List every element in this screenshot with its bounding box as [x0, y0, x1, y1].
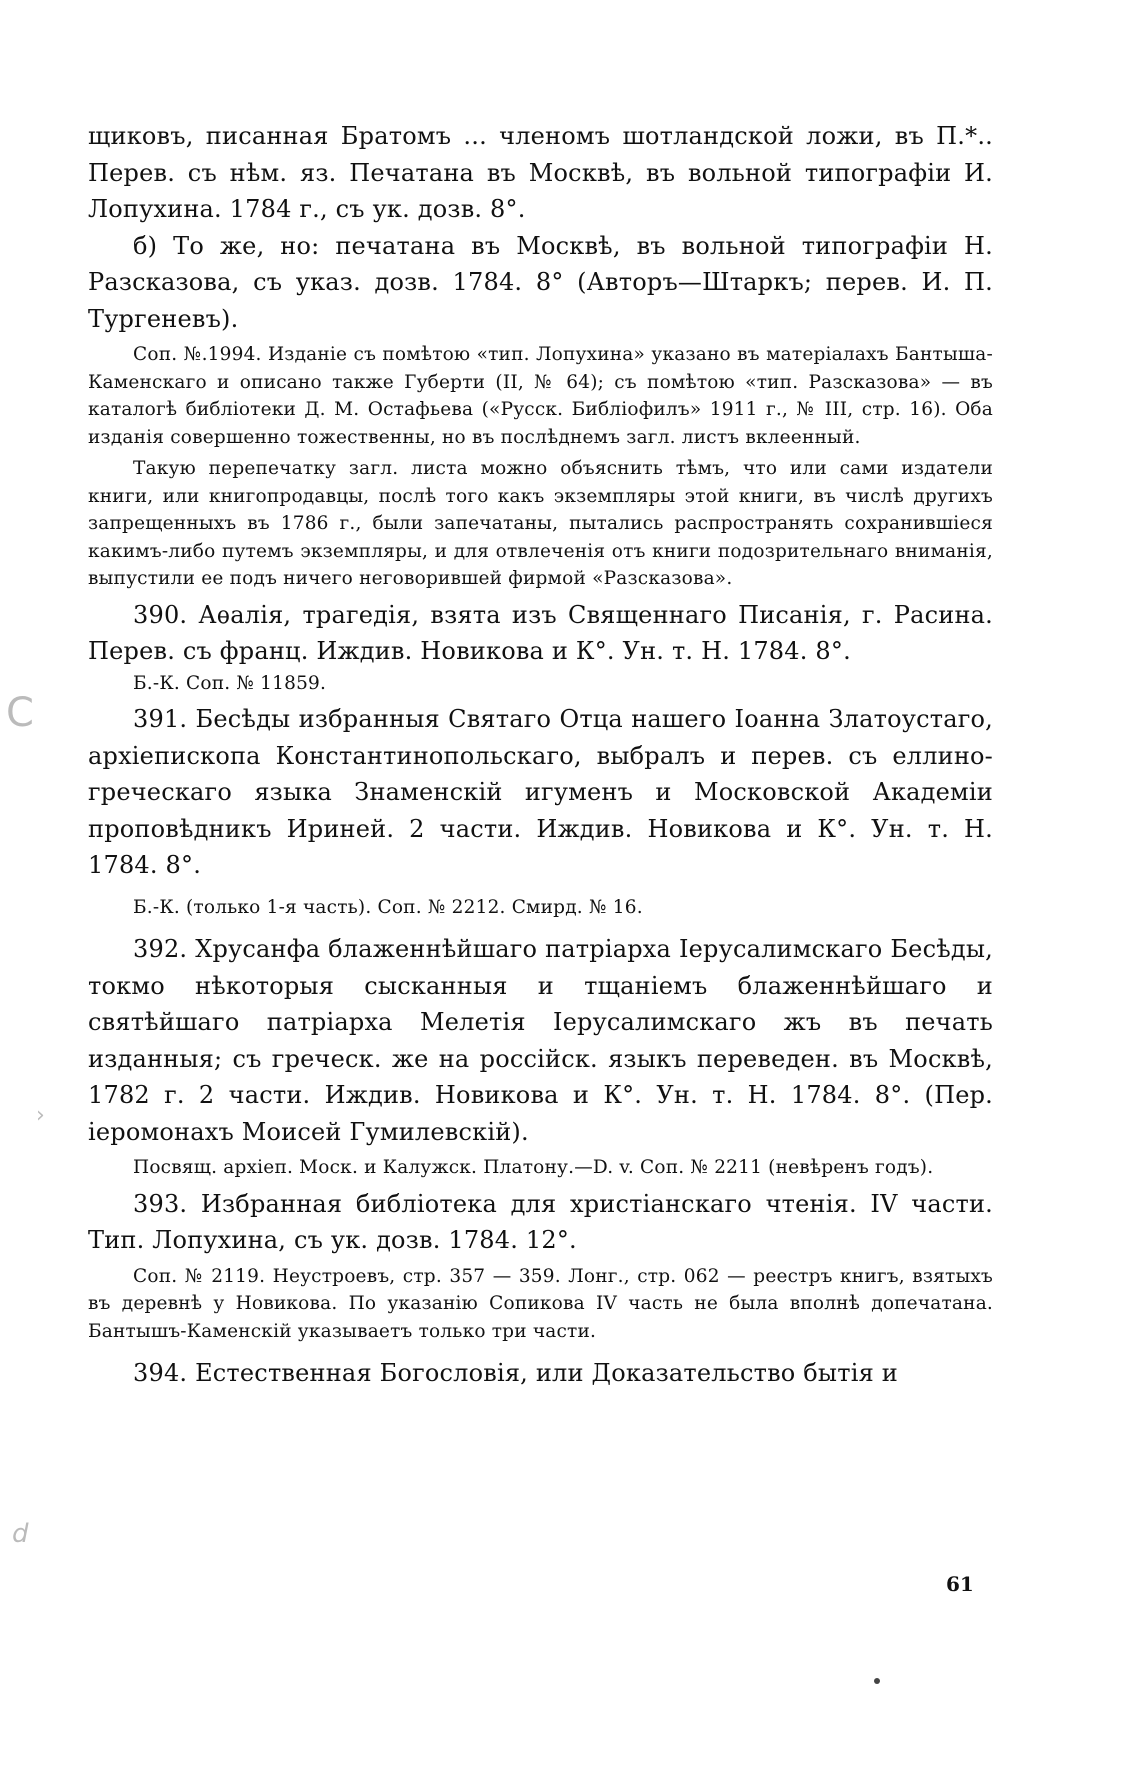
note-392: Посвящ. архіеп. Моск. и Калужск. Платону.—D. v. Соп. № 2211 (невѣренъ годъ). — [133, 1157, 934, 1178]
page-number: 61 — [946, 1572, 974, 1596]
note-390: Б.-К. Соп. № 11859. — [133, 672, 327, 694]
margin-mark-d: d — [12, 1519, 29, 1549]
entry-391: 391. Бесѣды избранныя Святаго Отца нашего Іоанна Златоустаго, архіепископа Константинопольскаго, выбралъ и перев. съ еллино-греческаго языка Знаменскій игуменъ и Московской Академіи проповѣдникъ Ириней. 2 части. Иждив. Новикова и К°. Ун. т. Н. 1784. 8°. — [88, 705, 993, 879]
ink-dot — [874, 1678, 880, 1684]
note-391: Б.-К. (только 1-я часть). Соп. № 2212. Смирд. № 16. — [133, 896, 643, 918]
entry-393: 393. Избранная библіотека для христіанскаго чтенія. IV части. Тип. Лопухина, съ ук. дозв. 1784. 12°. — [88, 1189, 993, 1254]
text-block-1: щиковъ, писанная Братомъ ... членомъ шотландской ложи, въ П.*.. Перев. съ нѣм. яз. Печатана въ Москвѣ, въ вольной типографіи И. Лопухина. 1784 г., съ ук. дозв. 8°. — [88, 122, 993, 223]
margin-mark-c: C — [6, 690, 34, 736]
note-block-4: Такую перепечатку загл. листа можно объяснить тѣмъ, что или сами издатели книги, или книгопродавцы, послѣ того какъ экземпляры этой книги, въ числѣ другихъ запрещенныхъ въ 1786 г., были запечатаны, пытались распространять сохранившіеся какимъ-либо путемъ экземпляры, и для отвлеченія отъ книги подозрительнаго вниманія, выпустили ее подъ ничего неговорившей фирмой «Разсказова». — [88, 458, 993, 589]
entry-390: 390. Аѳалія, трагедія, взята изъ Священнаго Писанія, г. Расина. Перев. съ франц. Иждив. Новикова и К°. Ун. т. Н. 1784. 8°. — [88, 600, 993, 665]
margin-mark-arrow: › — [36, 1103, 45, 1128]
text-block-2: б) То же, но: печатана въ Москвѣ, въ вольной типографіи Н. Разсказова, съ указ. дозв. 1784. 8° (Авторъ—Штаркъ; перев. И. П. Тургеневъ). — [88, 231, 993, 333]
entry-394: 394. Естественная Богословія, или Доказательство бытія и — [133, 1359, 898, 1387]
page-text — [88, 118, 993, 1392]
note-block-3: Соп. №.1994. Изданіе съ помѣтою «тип. Лопухина» указано въ матеріалахъ Бантыша-Каменскаго и описано также Губерти (II, № 64); съ помѣтою «тип. Разсказова» — въ каталогѣ библіотеки Д. М. Остафьева («Русск. Библіофилъ» 1911 г., № III, стр. 16). Оба изданія совершенно тожественны, но въ послѣднемъ загл. листъ вклеенный. — [88, 344, 993, 448]
note-393: Соп. № 2119. Неустроевъ, стр. 357 — 359. Лонг., стр. 062 — реестръ книгъ, взятыхъ въ деревнѣ у Новикова. По указанію Сопикова IV часть не была вполнѣ допечатана. Бантышъ-Каменскій указываетъ только три части. — [88, 1265, 993, 1342]
entry-392: 392. Хрусанфа блаженнѣйшаго патріарха Іерусалимскаго Бесѣды, токмо нѣкоторыя сысканныя и тщаніемъ блаженнѣйшаго и святѣйшаго патріарха Мелетія Іерусалимскаго жъ въ печать изданныя; съ греческ. же на россійск. языкъ переведен. въ Москвѣ, 1782 г. 2 части. Иждив. Новикова и К°. Ун. т. Н. 1784. 8°. (Пер. іеромонахъ Моисей Гумилевскій). — [88, 935, 993, 1146]
